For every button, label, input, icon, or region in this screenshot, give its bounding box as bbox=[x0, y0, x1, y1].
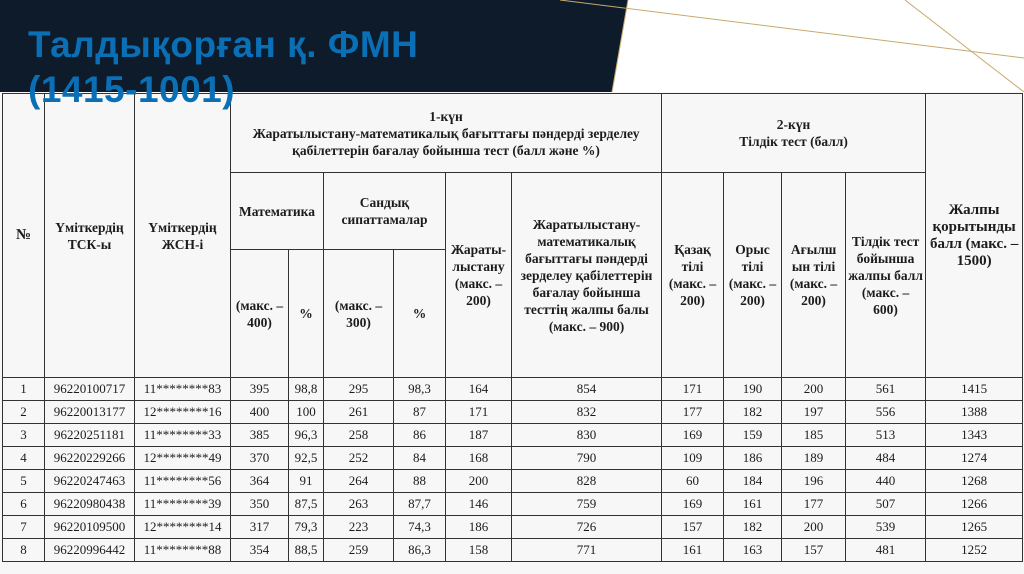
page-title bbox=[28, 22, 418, 112]
cell-total: 1343 bbox=[926, 424, 1023, 447]
cell-number: 4 bbox=[3, 447, 45, 470]
cell-kazakh: 169 bbox=[662, 424, 724, 447]
cell-jsn: 12********49 bbox=[135, 447, 231, 470]
title-line-1: Талдықорған қ. ФМН bbox=[28, 24, 419, 65]
cell-total: 1274 bbox=[926, 447, 1023, 470]
cell-number: 3 bbox=[3, 424, 45, 447]
col-math-pct-header: % bbox=[289, 250, 324, 378]
col-quant-max-header: (макс. – 300) bbox=[324, 250, 394, 378]
cell-russian: 159 bbox=[724, 424, 782, 447]
cell-total: 1265 bbox=[926, 516, 1023, 539]
cell-math-pct: 96,3 bbox=[289, 424, 324, 447]
cell-lang-total: 513 bbox=[846, 424, 926, 447]
cell-stem-total: 726 bbox=[512, 516, 662, 539]
table-row bbox=[3, 424, 1023, 447]
cell-math: 400 bbox=[231, 401, 289, 424]
cell-tsk: 96220980438 bbox=[45, 493, 135, 516]
cell-russian: 163 bbox=[724, 539, 782, 562]
cell-quant: 223 bbox=[324, 516, 394, 539]
cell-tsk: 96220247463 bbox=[45, 470, 135, 493]
cell-kazakh: 171 bbox=[662, 378, 724, 401]
cell-math: 395 bbox=[231, 378, 289, 401]
table-row bbox=[3, 539, 1023, 562]
cell-quant-pct: 84 bbox=[394, 447, 446, 470]
cell-stem-total: 828 bbox=[512, 470, 662, 493]
cell-stem-total: 830 bbox=[512, 424, 662, 447]
cell-math-pct: 88,5 bbox=[289, 539, 324, 562]
cell-kazakh: 60 bbox=[662, 470, 724, 493]
cell-jsn: 12********14 bbox=[135, 516, 231, 539]
cell-number: 8 bbox=[3, 539, 45, 562]
accent-line bbox=[905, 0, 1024, 92]
cell-lang-total: 484 bbox=[846, 447, 926, 470]
cell-english: 157 bbox=[782, 539, 846, 562]
cell-math: 385 bbox=[231, 424, 289, 447]
cell-quant: 263 bbox=[324, 493, 394, 516]
day1-title: 1-күн bbox=[429, 108, 463, 124]
col-stem-total-header: Жаратылыстану-математикалық бағыттағы пәндерді зерделеу қабілеттерін бағалау бойынша тесттің жалпы балы (макс. – 900) bbox=[512, 173, 662, 378]
cell-tsk: 96220100717 bbox=[45, 378, 135, 401]
cell-tsk: 96220229266 bbox=[45, 447, 135, 470]
table-row bbox=[3, 447, 1023, 470]
table-row bbox=[3, 470, 1023, 493]
cell-jsn: 11********33 bbox=[135, 424, 231, 447]
cell-stem-total: 771 bbox=[512, 539, 662, 562]
cell-tsk: 96220013177 bbox=[45, 401, 135, 424]
cell-english: 177 bbox=[782, 493, 846, 516]
results-table bbox=[2, 93, 1023, 562]
cell-math: 354 bbox=[231, 539, 289, 562]
table-row bbox=[3, 401, 1023, 424]
cell-math-pct: 91 bbox=[289, 470, 324, 493]
col-russian-header: Орыс тілі (макс. – 200) bbox=[724, 173, 782, 378]
cell-russian: 182 bbox=[724, 401, 782, 424]
cell-quant: 261 bbox=[324, 401, 394, 424]
cell-tsk: 96220996442 bbox=[45, 539, 135, 562]
cell-tsk: 96220251181 bbox=[45, 424, 135, 447]
col-science-header: Жараты-лыстану (макс. – 200) bbox=[446, 173, 512, 378]
title-line-2: (1415-1001) bbox=[28, 69, 236, 110]
col-english-header: Ағылш ын тілі (макс. – 200) bbox=[782, 173, 846, 378]
col-number-header: № bbox=[3, 94, 45, 378]
cell-tsk: 96220109500 bbox=[45, 516, 135, 539]
cell-quant: 264 bbox=[324, 470, 394, 493]
cell-quant-pct: 86,3 bbox=[394, 539, 446, 562]
cell-math-pct: 79,3 bbox=[289, 516, 324, 539]
col-kazakh-header: Қазақ тілі (макс. – 200) bbox=[662, 173, 724, 378]
cell-quant-pct: 86 bbox=[394, 424, 446, 447]
cell-science: 200 bbox=[446, 470, 512, 493]
cell-lang-total: 440 bbox=[846, 470, 926, 493]
day2-title: 2-күн bbox=[776, 117, 811, 132]
cell-stem-total: 790 bbox=[512, 447, 662, 470]
cell-math-pct: 98,8 bbox=[289, 378, 324, 401]
results-sheet bbox=[0, 92, 1024, 574]
col-quant-header: Сандық сипаттамалар bbox=[324, 173, 446, 250]
cell-lang-total: 539 bbox=[846, 516, 926, 539]
cell-quant-pct: 74,3 bbox=[394, 516, 446, 539]
cell-number: 1 bbox=[3, 378, 45, 401]
cell-jsn: 12********16 bbox=[135, 401, 231, 424]
cell-science: 168 bbox=[446, 447, 512, 470]
cell-lang-total: 561 bbox=[846, 378, 926, 401]
cell-russian: 184 bbox=[724, 470, 782, 493]
cell-science: 171 bbox=[446, 401, 512, 424]
table-row bbox=[3, 493, 1023, 516]
cell-science: 187 bbox=[446, 424, 512, 447]
col-math-max-header: (макс. – 400) bbox=[231, 250, 289, 378]
cell-quant-pct: 88 bbox=[394, 470, 446, 493]
cell-quant: 252 bbox=[324, 447, 394, 470]
cell-lang-total: 481 bbox=[846, 539, 926, 562]
cell-math: 350 bbox=[231, 493, 289, 516]
cell-total: 1388 bbox=[926, 401, 1023, 424]
cell-quant-pct: 98,3 bbox=[394, 378, 446, 401]
cell-lang-total: 507 bbox=[846, 493, 926, 516]
col-math-header: Математика bbox=[231, 173, 324, 250]
cell-english: 200 bbox=[782, 378, 846, 401]
cell-number: 6 bbox=[3, 493, 45, 516]
cell-number: 5 bbox=[3, 470, 45, 493]
col-tsk-header: Үміткердің ТСК-ы bbox=[45, 94, 135, 378]
cell-math-pct: 87,5 bbox=[289, 493, 324, 516]
cell-jsn: 11********56 bbox=[135, 470, 231, 493]
cell-science: 158 bbox=[446, 539, 512, 562]
cell-quant: 259 bbox=[324, 539, 394, 562]
cell-total: 1268 bbox=[926, 470, 1023, 493]
col-quant-pct-header: % bbox=[394, 250, 446, 378]
cell-science: 186 bbox=[446, 516, 512, 539]
table-row bbox=[3, 516, 1023, 539]
cell-english: 185 bbox=[782, 424, 846, 447]
day1-subtitle: Жаратылыстану-математикалық бағыттағы пәндерді зерделеу қабілеттерін бағалау бойынша тест (балл және %) bbox=[252, 125, 640, 158]
cell-jsn: 11********83 bbox=[135, 378, 231, 401]
cell-quant: 258 bbox=[324, 424, 394, 447]
cell-english: 197 bbox=[782, 401, 846, 424]
cell-quant-pct: 87 bbox=[394, 401, 446, 424]
cell-russian: 186 bbox=[724, 447, 782, 470]
col-total-header: Жалпы қорытынды балл (макс. – 1500) bbox=[926, 94, 1023, 378]
cell-russian: 182 bbox=[724, 516, 782, 539]
day2-group-header bbox=[662, 94, 926, 173]
cell-jsn: 11********88 bbox=[135, 539, 231, 562]
cell-math-pct: 92,5 bbox=[289, 447, 324, 470]
cell-total: 1252 bbox=[926, 539, 1023, 562]
cell-kazakh: 177 bbox=[662, 401, 724, 424]
cell-kazakh: 169 bbox=[662, 493, 724, 516]
cell-total: 1415 bbox=[926, 378, 1023, 401]
cell-kazakh: 161 bbox=[662, 539, 724, 562]
cell-total: 1266 bbox=[926, 493, 1023, 516]
table-row bbox=[3, 378, 1023, 401]
cell-math-pct: 100 bbox=[289, 401, 324, 424]
cell-russian: 161 bbox=[724, 493, 782, 516]
cell-kazakh: 157 bbox=[662, 516, 724, 539]
col-lang-total-header: Тілдік тест бойынша жалпы балл (макс. – 600) bbox=[846, 173, 926, 378]
cell-russian: 190 bbox=[724, 378, 782, 401]
cell-number: 2 bbox=[3, 401, 45, 424]
cell-kazakh: 109 bbox=[662, 447, 724, 470]
cell-math: 364 bbox=[231, 470, 289, 493]
cell-jsn: 11********39 bbox=[135, 493, 231, 516]
cell-english: 196 bbox=[782, 470, 846, 493]
cell-math: 317 bbox=[231, 516, 289, 539]
accent-line bbox=[560, 0, 1024, 58]
cell-english: 200 bbox=[782, 516, 846, 539]
cell-quant: 295 bbox=[324, 378, 394, 401]
cell-quant-pct: 87,7 bbox=[394, 493, 446, 516]
cell-math: 370 bbox=[231, 447, 289, 470]
day2-subtitle: Тілдік тест (балл) bbox=[739, 134, 848, 149]
cell-stem-total: 759 bbox=[512, 493, 662, 516]
col-jsn-header: Үміткердің ЖСН-і bbox=[135, 94, 231, 378]
cell-english: 189 bbox=[782, 447, 846, 470]
cell-stem-total: 832 bbox=[512, 401, 662, 424]
cell-number: 7 bbox=[3, 516, 45, 539]
cell-stem-total: 854 bbox=[512, 378, 662, 401]
cell-science: 146 bbox=[446, 493, 512, 516]
cell-science: 164 bbox=[446, 378, 512, 401]
cell-lang-total: 556 bbox=[846, 401, 926, 424]
